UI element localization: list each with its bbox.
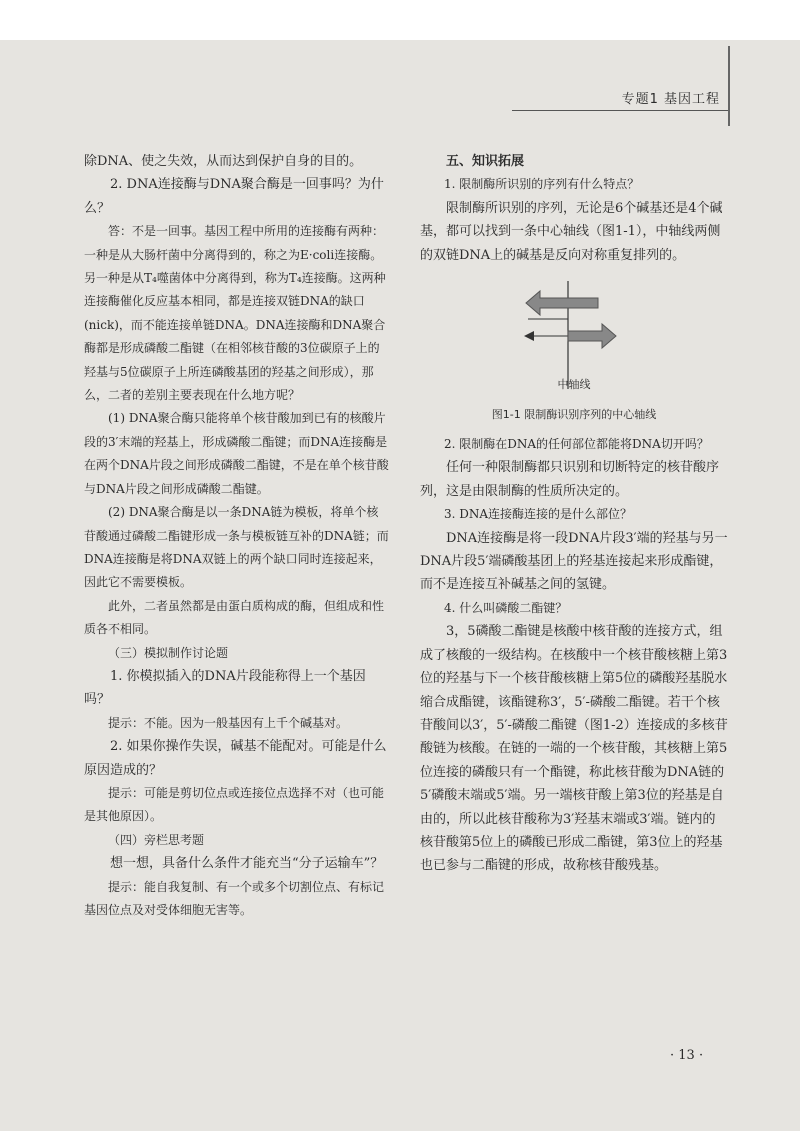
paragraph: 答：不是一回事。基因工程中所用的连接酶有两种：一种是从大肠杆菌中分离得到的，称之为E·coli连接酶。另一种是从T₄噬菌体中分离得到，称为T₄连接酶。这两种连接酶催化反应基本相同，都是连接双链DNA的缺口(nick)，而不能连接单链DNA。DNA连接酶和DNA聚合酶都是形成磷酸二酯键（在相邻核苷酸的3位碳原子上的羟基与5位碳原子上所连磷酸基团的羟基之间形成），那么，二者的差别主要表现在什么地方呢？ xyxy=(84,224,386,403)
header-vertical-rule xyxy=(728,46,730,126)
paragraph: 任何一种限制酶都只识别和切断特定的核苷酸序列，这是由限制酶的性质所决定的。 xyxy=(420,460,720,499)
paragraph: 此外，二者虽然都是由蛋白质构成的酶，但组成和性质各不相同。 xyxy=(84,598,385,637)
right-arrow xyxy=(568,324,616,348)
paragraph: 提示：能自我复制、有一个或多个切割位点、有标记基因位点及对受体细胞无害等。 xyxy=(84,879,385,917)
running-header xyxy=(512,82,730,111)
figure-caption: 图1-1 限制酶识别序列的中心轴线 xyxy=(491,408,657,422)
page-number: · 13 · xyxy=(670,1048,704,1063)
paragraph: (2) DNA聚合酶是以一条DNA链为模板，将单个核苷酸通过磷酸二酯键形成一条与模板链互补的DNA链；而DNA连接酶是将DNA双链上的两个缺口同时连接起来，因此它不需要模板。 xyxy=(84,505,389,590)
paragraph: 想一想，具备什么条件才能充当“分子运输车”？ xyxy=(110,856,384,872)
paragraph: 2. 如果你操作失误，碱基不能配对。可能是什么原因造成的？ xyxy=(84,739,387,778)
paragraph: 提示：不能。因为一般基因有上千个碱基对。 xyxy=(108,715,349,730)
paragraph: 3. DNA连接酶连接的是什么部位？ xyxy=(444,507,633,522)
paragraph: 除DNA、使之失效，从而达到保护自身的目的。 xyxy=(84,154,363,169)
header-title: 专题1 基因工程 xyxy=(621,92,720,107)
paragraph: （四）旁栏思考题 xyxy=(108,832,205,847)
paragraph: 限制酶所识别的序列，无论是6个碱基还是4个碱基，都可以找到一条中心轴线（图1-1），中轴线两侧的双链DNA上的碱基是反向对称重复排列的。 xyxy=(420,200,723,263)
section-heading: 五、知识拓展 xyxy=(446,154,525,169)
figure-1-1 xyxy=(420,281,728,431)
paragraph: DNA连接酶是将一段DNA片段3′端的羟基与另一DNA片段5′端磷酸基团上的羟基连接起来形成酯键，而不是连接互补碱基之间的氢键。 xyxy=(420,530,728,593)
left-arrow xyxy=(526,291,598,315)
paragraph: 1. 限制酶所识别的序列有什么特点？ xyxy=(444,177,640,192)
paragraph: 1. 你模拟插入的DNA片段能称得上一个基因吗？ xyxy=(84,668,366,708)
paragraph: 2. 限制酶在DNA的任何部位都能将DNA切开吗？ xyxy=(444,437,709,452)
left-column xyxy=(84,150,390,922)
paragraph: 4. 什么叫磷酸二酯键？ xyxy=(444,600,568,615)
paragraph: 3，5磷酸二酯键是核酸中核苷酸的连接方式，组成了核酸的一级结构。在核酸中一个核苷酸核糖上第3位的羟基与下一个核苷酸核糖上第5位的磷酸羟基脱水缩合成酯键，该酯键称3′，5′-磷酸二酯键。若干个核苷酸间以3′，5′-磷酸二酯键（图1-2）连接成的多核苷酸链为核酸。在链的一端的一个核苷酸，其核糖上第5位连接的磷酸只有一个酯键，称此核苷酸为DNA链的5′磷酸末端或5′端。另一端核苷酸上第3位的羟基是自由的，所以此核苷酸称为3′羟基末端或3′端。链内的核苷酸第5位上的磷酸已形成二酯键，第3位上的羟基也已参与二酯键的形成，故称核苷酸残基。 xyxy=(420,624,728,874)
paragraph: 提示：可能是剪切位点或连接位点选择不对（也可能是其他原因）。 xyxy=(84,785,385,824)
paragraph: 2. DNA连接酶与DNA聚合酶是一回事吗？为什么？ xyxy=(84,177,384,216)
right-column xyxy=(420,150,728,878)
paragraph: (1) DNA聚合酶只能将单个核苷酸加到已有的核酸片段的3′末端的羟基上，形成磷酸二酯键；而DNA连接酶是在两个DNA片段之间形成磷酸二酯键，不是在单个核苷酸与DNA片段之间形成磷酸二酯键。 xyxy=(84,411,389,496)
bottom-arrowhead xyxy=(524,331,534,341)
axis-label: 中轴线 xyxy=(557,378,591,392)
paragraph: （三）模拟制作讨论题 xyxy=(108,645,229,660)
